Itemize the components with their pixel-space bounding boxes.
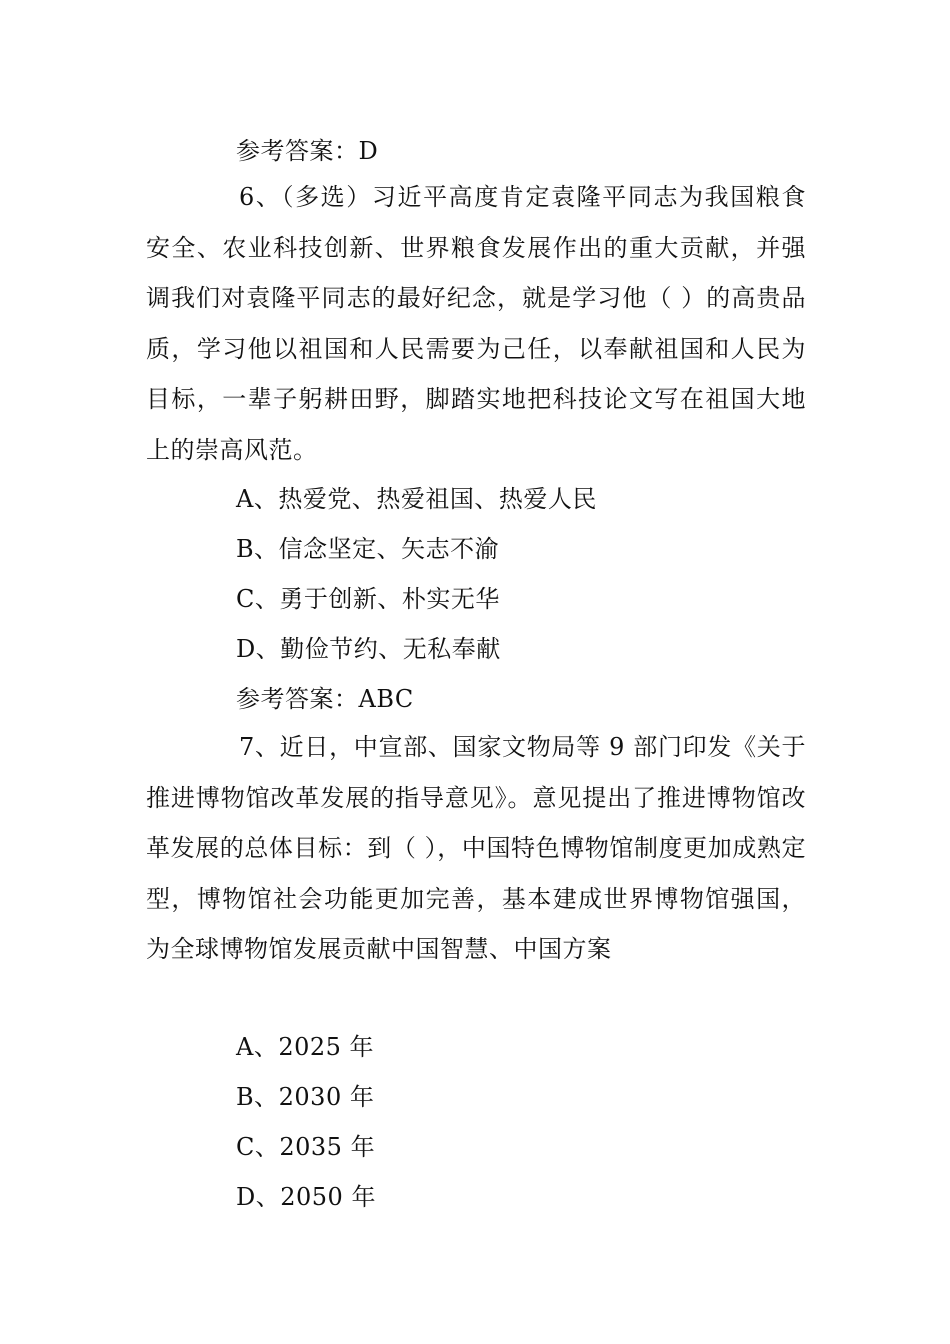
question-7-option-b: B、2030 年 xyxy=(236,1083,375,1111)
question-6-option-b: B、信念坚定、矢志不渝 xyxy=(236,535,500,563)
question-7-option-d: D、2050 年 xyxy=(236,1183,376,1211)
question-7-stem: 7、近日，中宣部、国家文物局等 9 部门印发《关于推进博物馆改革发展的指导意见》。意见提出了推进博物馆改革发展的总体目标：到（ ），中国特色博物馆制度更加成熟定型，博物馆社会功能更加完善，基本建成世界博物馆强国，为全球博物馆发展贡献中国智慧、中国方案 xyxy=(146,733,806,963)
question-6-stem: 6、（多选）习近平高度肯定袁隆平同志为我国粮食安全、农业科技创新、世界粮食发展作出的重大贡献，并强调我们对袁隆平同志的最好纪念，就是学习他（ ）的高贵品质，学习他以祖国和人民需要为己任，以奉献祖国和人民为目标，一辈子躬耕田野，脚踏实地把科技论文写在祖国大地上的崇高风范。 xyxy=(146,183,806,464)
question-7-option-c: C、2035 年 xyxy=(236,1133,376,1161)
question-6-answer: 参考答案：ABC xyxy=(236,685,414,713)
question-7-option-a: A、2025 年 xyxy=(236,1033,375,1061)
question-6-option-d: D、勤俭节约、无私奉献 xyxy=(236,635,501,663)
question-6-option-c: C、勇于创新、朴实无华 xyxy=(236,585,500,613)
question-6-option-a: A、热爱党、热爱祖国、热爱人民 xyxy=(236,485,597,513)
previous-answer: 参考答案：D xyxy=(236,137,379,165)
